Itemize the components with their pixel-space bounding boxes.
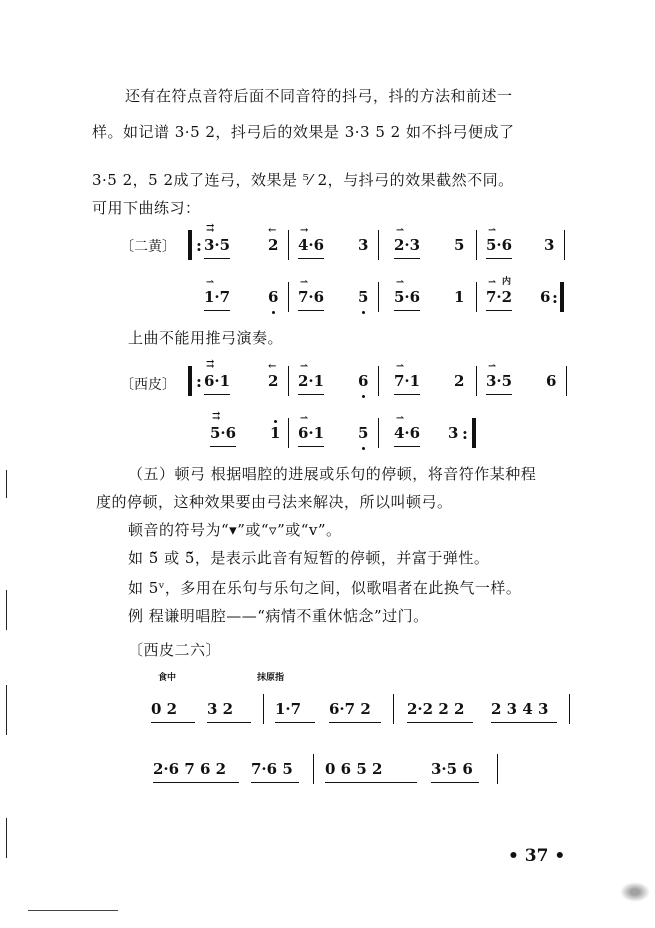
note-group: 7·2 xyxy=(486,288,513,306)
underline xyxy=(251,782,299,783)
barline xyxy=(393,694,394,724)
repeat-dots: : xyxy=(462,424,468,443)
section-heading: （五）顿弓 根据唱腔的进展或乐句的停顿，将音符作某种程 xyxy=(128,465,537,483)
barline xyxy=(378,230,379,260)
note-group: 6·1 xyxy=(204,372,231,390)
scan-artifact xyxy=(28,910,118,911)
barline xyxy=(313,754,314,784)
binding-mark xyxy=(6,590,7,630)
underline xyxy=(431,782,479,783)
bow-mark: ⇀ xyxy=(396,225,405,236)
note-group: 6 xyxy=(540,288,551,306)
underline xyxy=(491,722,557,723)
note-group: 2 xyxy=(268,236,279,254)
note-group: 3·5 xyxy=(486,372,513,390)
score-row xyxy=(180,223,580,266)
binding-mark xyxy=(6,470,7,498)
paragraph-line: 3·5 2，5 2成了连弓，效果是 ⁵⁄ 2，与抖弓的效果截然不同。 xyxy=(92,171,514,189)
barline xyxy=(378,418,379,448)
scan-artifact xyxy=(620,882,650,902)
barline xyxy=(378,282,379,312)
barline xyxy=(569,694,570,724)
fingering-annotation: 食中 xyxy=(158,673,177,683)
bow-mark: ⇀ xyxy=(396,361,405,372)
paragraph-line: 例 程谦明唱腔——“病情不重休惦念”过门。 xyxy=(128,607,429,625)
tune-label: 〔二黄〕 xyxy=(120,239,176,255)
bow-mark: ⇉ xyxy=(212,411,221,422)
underline xyxy=(298,310,324,311)
score-row xyxy=(145,750,545,790)
barline xyxy=(263,694,264,724)
note-group: 5·6 xyxy=(210,424,237,442)
underline xyxy=(486,310,512,311)
bow-mark: ⇀ xyxy=(206,277,215,288)
barline xyxy=(564,230,565,260)
repeat-barline xyxy=(188,230,192,260)
note-group: 3 xyxy=(358,236,369,254)
paragraph-line: 还有在符点音符后面不同音符的抖弓，抖的方法和前述一 xyxy=(125,87,513,105)
note-group: 4·6 xyxy=(298,236,325,254)
note-group: 6 xyxy=(546,372,557,390)
note-group: 2·6 7 6 2 xyxy=(153,760,227,778)
bow-mark: ⇀ xyxy=(488,225,497,236)
note-group: 0 2 xyxy=(151,700,178,718)
barline xyxy=(566,366,567,396)
bow-mark: ← xyxy=(268,225,277,236)
note-group: 7·1 xyxy=(394,372,421,390)
note-group: 6 xyxy=(358,372,369,390)
note-group: 3 xyxy=(448,424,459,442)
score-row xyxy=(145,690,585,730)
repeat-dots: : xyxy=(196,236,202,255)
underline xyxy=(153,782,239,783)
octave-dot xyxy=(362,311,365,314)
paragraph-line: 如 5ᵛ，多用在乐句与乐句之间，似歌唱者在此换气一样。 xyxy=(128,579,522,597)
octave-dot xyxy=(274,420,277,423)
underline xyxy=(394,394,420,395)
paragraph-line: 顿音的符号为“▾”或“▿”或“v”。 xyxy=(128,521,342,539)
underline xyxy=(204,394,230,395)
note-group: 3 2 xyxy=(207,700,234,718)
repeat-barline xyxy=(188,366,192,396)
bow-mark: ⇉ xyxy=(206,359,215,370)
score-row xyxy=(180,278,580,318)
score-row xyxy=(180,411,580,454)
underline xyxy=(407,722,473,723)
repeat-barline xyxy=(560,282,564,312)
note-group: 2 3 4 3 xyxy=(491,700,549,718)
paragraph-line: 可用下曲练习： xyxy=(92,199,201,217)
repeat-barline xyxy=(472,418,476,448)
note-group: 5 xyxy=(358,288,369,306)
score-row xyxy=(180,359,580,402)
barline xyxy=(378,366,379,396)
octave-dot xyxy=(362,447,365,450)
note-group: 1 xyxy=(270,424,281,442)
bow-mark: ⇀ xyxy=(396,413,405,424)
bow-mark: ⇀ xyxy=(488,277,497,288)
note-group: 2 xyxy=(454,372,465,390)
barline xyxy=(288,230,289,260)
bow-mark: ⇀ xyxy=(488,361,497,372)
tune-label: 〔西皮二六〕 xyxy=(128,641,222,659)
bow-mark: ⇉ xyxy=(206,223,215,234)
barline xyxy=(476,366,477,396)
bow-mark: ⇀ xyxy=(300,413,309,424)
underline xyxy=(210,446,236,447)
underline xyxy=(207,722,251,723)
barline xyxy=(288,282,289,312)
note-group: 1·7 xyxy=(275,700,302,718)
barline xyxy=(288,418,289,448)
page-number: • 37 • xyxy=(508,846,566,866)
note-group: 2·3 xyxy=(394,236,421,254)
note-group: 3·5 6 xyxy=(431,760,473,778)
underline xyxy=(394,446,420,447)
paragraph-line: 样。如记谱 3·5 2，抖弓后的效果是 3·3 5 2 如不抖弓便成了 xyxy=(92,123,515,141)
underline xyxy=(298,394,324,395)
barline xyxy=(476,230,477,260)
tune-label: 〔西皮〕 xyxy=(120,377,176,393)
note-group: 5 xyxy=(454,236,465,254)
barline xyxy=(476,282,477,312)
note-group: 6 xyxy=(268,288,279,306)
underline xyxy=(329,722,381,723)
underline xyxy=(394,258,420,259)
underline xyxy=(298,258,324,259)
bow-mark: ⇀ xyxy=(300,277,309,288)
note-group: 5·6 xyxy=(486,236,513,254)
underline xyxy=(486,258,512,259)
note-group: 2·1 xyxy=(298,372,325,390)
note-group: 5·6 xyxy=(394,288,421,306)
note-group: 3·5 xyxy=(204,236,231,254)
bow-mark: → xyxy=(300,225,309,236)
underline xyxy=(204,310,230,311)
note-group: 2·2 2 2 xyxy=(407,700,465,718)
note-group: 0 6 5 2 xyxy=(325,760,383,778)
underline xyxy=(151,722,195,723)
repeat-dots: : xyxy=(552,288,558,307)
repeat-dots: : xyxy=(196,372,202,391)
underline xyxy=(486,394,512,395)
note-group: 1·7 xyxy=(204,288,231,306)
octave-dot xyxy=(362,395,365,398)
bow-mark: ⇀ xyxy=(300,361,309,372)
paragraph-line: 度的停顿，这种效果要由弓法来解决，所以叫顿弓。 xyxy=(96,493,453,511)
binding-mark xyxy=(6,818,7,858)
barline xyxy=(497,754,498,784)
paragraph-line: 上曲不能用推弓演奏。 xyxy=(128,329,284,347)
note-group: 4·6 xyxy=(394,424,421,442)
underline xyxy=(325,782,417,783)
binding-mark xyxy=(6,685,7,735)
fingering-annotation: 内 xyxy=(502,277,512,287)
bow-mark: ⇀ xyxy=(396,277,405,288)
note-group: 6·1 xyxy=(298,424,325,442)
underline xyxy=(298,446,324,447)
note-group: 5 xyxy=(358,424,369,442)
fingering-annotation: 抹原指 xyxy=(257,673,285,683)
note-group: 1 xyxy=(454,288,465,306)
note-group: 2 xyxy=(268,372,279,390)
note-group: 3 xyxy=(544,236,555,254)
note-group: 6·7 2 xyxy=(329,700,371,718)
underline xyxy=(275,722,315,723)
underline xyxy=(204,258,230,259)
paragraph-line: 如 5̌ 或 5̌，是表示此音有短暂的停顿，并富于弹性。 xyxy=(128,549,490,567)
octave-dot xyxy=(272,311,275,314)
underline xyxy=(394,310,420,311)
note-group: 7·6 5 xyxy=(251,760,293,778)
bow-mark: ← xyxy=(268,361,277,372)
barline xyxy=(288,366,289,396)
note-group: 7·6 xyxy=(298,288,325,306)
